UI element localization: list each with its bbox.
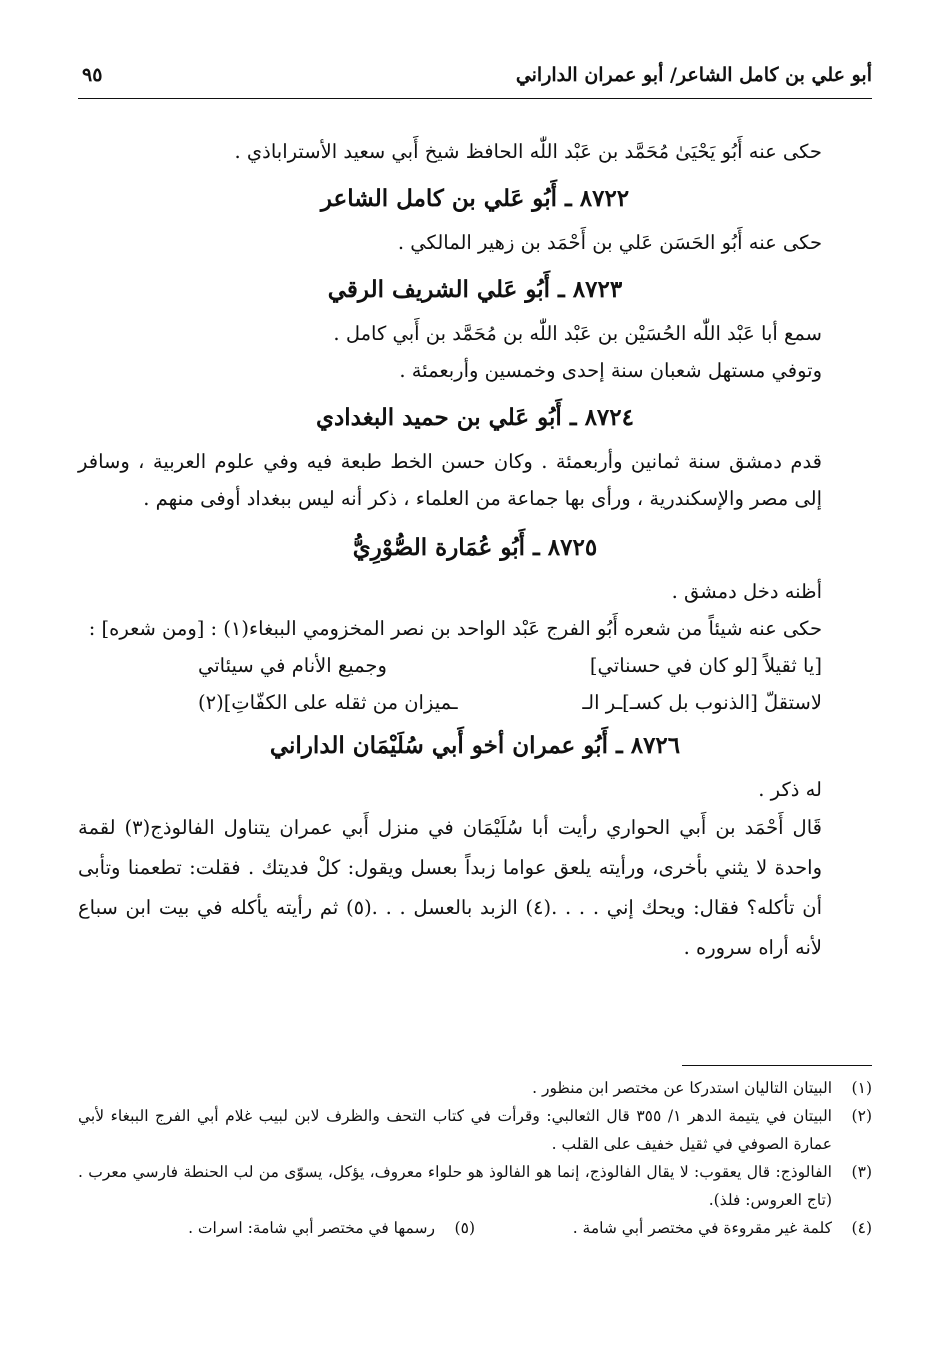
footnote-number: (١) <box>851 1079 872 1097</box>
entry-title: ـ أَبُو عَلي الشريف الرقي <box>327 276 565 303</box>
running-title: أبو علي بن كامل الشاعر/ أبو عمران الداراني <box>515 64 872 86</box>
footnote-text: كلمة غير مقروءة في مختصر أبي شامة . <box>572 1219 832 1237</box>
entry-number: ٨٧٢٢ <box>579 185 630 212</box>
footnote-number: (٣) <box>851 1163 872 1181</box>
entry-title: ـ أَبُو عَلي بن حميد البغدادي <box>316 404 577 431</box>
entry-heading-8722 <box>78 174 872 224</box>
page-header <box>78 58 872 99</box>
entry-text-8724: قدم دمشق سنة ثمانين وأربعمئة . وكان حسن الخط طبعة فيه وفي علوم العربية ، وسافر إلى مصر والإسكندرية ، ورأى بها جماعة من العلماء ، ذكر أنه ليس ببغداد أوفى منهم . <box>78 450 822 510</box>
book-page <box>78 58 872 1237</box>
entry-heading-8723 <box>78 265 872 315</box>
footnote-number: (٢) <box>851 1107 872 1125</box>
footnote-text: البيتان التاليان استدركا عن مختصر ابن منظور . <box>532 1079 832 1097</box>
verse-line-2 <box>78 684 872 721</box>
entry-number: ٨٧٢٦ <box>630 732 681 759</box>
entry-text-8723-1: سمع أبا عَبْد اللّٰه الحُسَيْن بن عَبْد اللّٰه بن مُحَمَّد بن أَبي كامل . <box>333 322 822 345</box>
entry-text-8723-2: وتوفي مستهل شعبان سنة إحدى وخمسين وأربعمئة . <box>399 359 822 382</box>
footnote-4 <box>475 1214 872 1242</box>
footnote-row <box>78 1214 872 1242</box>
entry-text-8726-2: قَال أَحْمَد بن أَبي الحواري رأيت أبا سُلَيْمَان في منزل أَبي عمران يتناول الفالوذج(٣) لقمة واحدة لا يثني بأخرى، ورأيته يلعق عواما زبداً بعسل ويقول: كلْ فديتك . فقلت: تطعمنا وتأبى أن تأكله؟ فقال: ويحك إني . . . .(٤) الزبد بالعسل . . .(٥) ثم رأيته يأكله في بيت ابن سباع لأنه أراه سروره . <box>78 816 822 959</box>
entry-number: ٨٧٢٣ <box>572 276 623 303</box>
footnote-1 <box>78 1074 872 1102</box>
entry-title: ـ أَبُو عَلي بن كامل الشاعر <box>320 185 572 212</box>
verse-hemistich: وجميع الأنام في سيئاتي <box>198 654 387 677</box>
verse-line-1 <box>78 647 872 684</box>
entry-text-8722: حكى عنه أَبُو الحَسَن عَلي بن أَحْمَد بن زهير المالكي . <box>397 231 822 254</box>
footnote-rule <box>682 1065 872 1066</box>
entry-text-8725-1: أظنه دخل دمشق . <box>671 580 822 603</box>
footnote-text: رسمها في مختصر أبي شامة: اسرات . <box>188 1219 435 1237</box>
verse-hemistich: [يا ثقيلاً [لو كان في حسناتي] <box>589 654 822 677</box>
verse-hemistich: ـميزان من ثقله على الكفّاتِ](٢) <box>198 691 458 714</box>
page-number: ٩٥ <box>82 64 103 86</box>
entry-heading-8725 <box>78 523 872 573</box>
footnote-3 <box>78 1158 872 1214</box>
footnote-number: (٥) <box>454 1219 475 1237</box>
entry-text-8726-1: له ذكر . <box>758 778 822 801</box>
entry-number: ٨٧٢٤ <box>584 404 634 431</box>
entry-text-8725-2: حكى عنه شيئاً من شعره أَبُو الفرج عَبْد الواحد بن نصر المخزومي الببغاء(١) : [ومن شعره] : <box>88 617 822 640</box>
footnote-2 <box>78 1102 872 1158</box>
entry-number: ٨٧٢٥ <box>547 534 598 561</box>
footnote-text: البيتان في يتيمة الدهر ١/ ٣٥٥ قال الثعالبي: وقرأت في كتاب التحف والظرف لابن لبيب غلام أبي الفرج الببغاء لأبي عمارة الصوفي في ثقيل خفيف على القلب . <box>78 1107 832 1153</box>
footnote-text: الفالوذج: قال يعقوب: لا يقال الفالوذج، إنما هو الفالوذ هو حلواء معروف، يؤكل، يسوّى من لب الحنطة فارسي معرب . (تاج العروس: فلذ). <box>78 1163 832 1209</box>
page-body <box>78 133 872 968</box>
verse-hemistich: لاستقلّ [الذنوب بل كسـ]ـر الـ <box>582 691 822 714</box>
intro-paragraph: حكى عنه أَبُو يَحْيَىٰ مُحَمَّد بن عَبْد اللّٰه الحافظ شيخ أَبي سعيد الأستراباذي . <box>234 140 822 163</box>
footnote-5 <box>78 1214 475 1242</box>
footnotes <box>78 1074 872 1242</box>
entry-title: ـ أَبُو عُمَارة الصُّوْرِيُّ <box>352 534 540 561</box>
entry-heading-8726 <box>78 721 872 771</box>
entry-title: ـ أَبُو عمران أخو أَبي سُلَيْمَان الداراني <box>269 732 623 759</box>
footnote-number: (٤) <box>851 1219 872 1237</box>
entry-heading-8724 <box>78 393 872 443</box>
